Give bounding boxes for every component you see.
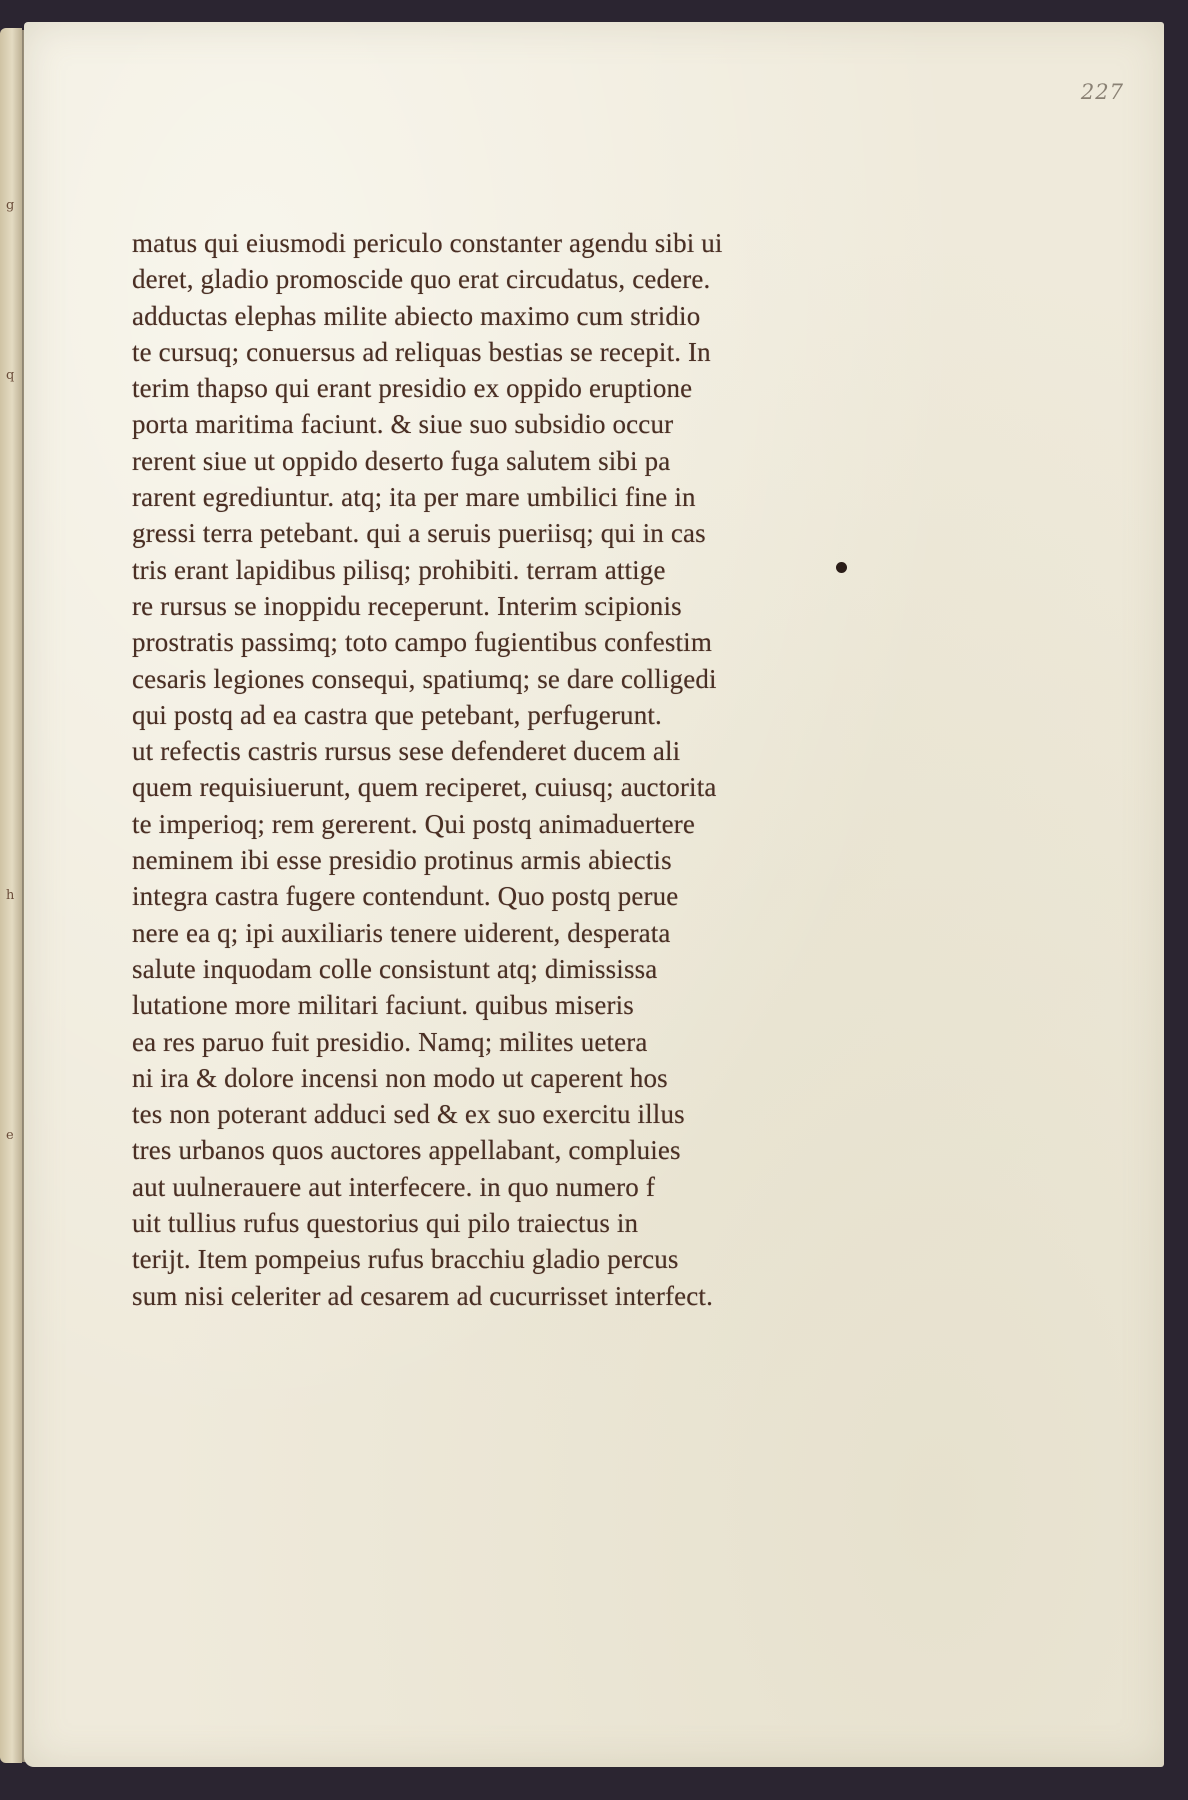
- ink-blot: [836, 562, 847, 573]
- text-line: integra castra fugere contendunt. Quo postq perue: [132, 881, 679, 912]
- text-line: cesaris legiones consequi, spatiumq; se dare colligedi: [132, 663, 717, 694]
- text-line: nere ea q; ipi auxiliaris tenere uiderent, desperata: [132, 917, 671, 948]
- text-line: terijt. Item pompeius rufus bracchiu gladio percus: [132, 1244, 679, 1275]
- text-line: sum nisi celeriter ad cesarem ad cucurrisset interfect.: [132, 1280, 713, 1311]
- text-line: matus qui eiusmodi periculo constanter agendu sibi ui: [132, 228, 723, 258]
- text-line: lutatione more militari faciunt. quibus miseris: [132, 990, 634, 1021]
- text-line: ut refectis castris rursus sese defenderet ducem ali: [132, 736, 681, 767]
- margin-note: q: [6, 368, 15, 383]
- text-line: porta maritima faciunt. & siue suo subsidio occur: [132, 409, 674, 440]
- text-line: prostratis passimq; toto campo fugientibus confestim: [132, 627, 712, 658]
- text-line: deret, gladio promoscide quo erat circudatus, cedere.: [132, 264, 711, 295]
- text-line: quem requisiuerunt, quem reciperet, cuiusq; auctorita: [132, 772, 717, 803]
- text-line: tes non poterant adduci sed & ex suo exercitu illus: [132, 1099, 685, 1130]
- text-line: re rursus se inoppidu receperunt. Interim scipionis: [132, 590, 682, 621]
- text-line: ea res paruo fuit presidio. Namq; milites uetera: [132, 1026, 648, 1057]
- text-line: rerent siue ut oppido deserto fuga salutem sibi pa: [132, 445, 671, 476]
- margin-note: h: [6, 888, 15, 903]
- text-line: salute inquodam colle consistunt atq; dimississa: [132, 953, 658, 984]
- text-line: tris erant lapidibus pilisq; prohibiti. terram attige: [132, 554, 666, 585]
- text-line: aut uulnerauere aut interfecere. in quo numero f: [132, 1171, 655, 1202]
- parchment-page: [24, 22, 1164, 1767]
- text-line: adductas elephas milite abiecto maximo cum stridio: [132, 300, 701, 331]
- margin-note: g: [6, 198, 15, 213]
- folio-number: 227: [1080, 80, 1124, 104]
- text-line: te cursuq; conuersus ad reliquas bestias se recepit. In: [132, 336, 711, 367]
- text-line: qui postq ad ea castra que petebant, perfugerunt.: [132, 699, 662, 730]
- text-line: terim thapso qui erant presidio ex oppido eruptione: [132, 373, 693, 404]
- text-line: gressi terra petebant. qui a seruis pueriisq; qui in cas: [132, 518, 706, 549]
- text-line: tres urbanos quos auctores appellabant, compluies: [132, 1135, 681, 1166]
- manuscript-text-block: [132, 225, 922, 1314]
- text-line: uit tullius rufus questorius qui pilo traiectus in: [132, 1208, 639, 1239]
- text-line: ni ira & dolore incensi non modo ut caperent hos: [132, 1062, 668, 1093]
- facing-page-edge: [0, 28, 22, 1763]
- text-line: rarent egrediuntur. atq; ita per mare umbilici fine in: [132, 482, 696, 513]
- margin-note: e: [6, 1128, 14, 1143]
- text-line: te imperioq; rem gererent. Qui postq animaduertere: [132, 808, 696, 839]
- text-line: neminem ibi esse presidio protinus armis abiectis: [132, 845, 672, 876]
